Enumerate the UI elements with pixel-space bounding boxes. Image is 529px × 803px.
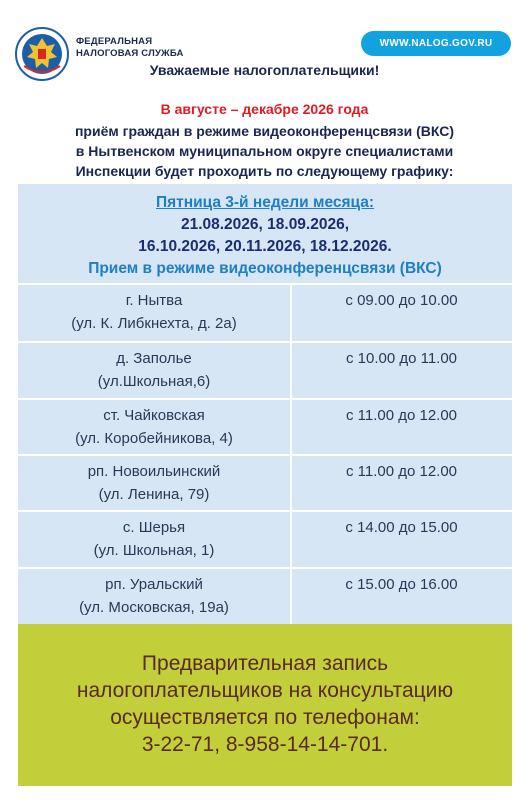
divider [18,454,512,456]
greeting: Уважаемые налогоплательщики! [149,62,380,78]
table-row-time: с 14.00 до 15.00 [345,519,458,536]
period-heading: В августе – декабре 2026 года [160,101,369,117]
schedule-dates: 21.08.2026, 18.09.2026, [180,216,350,233]
registration-note [18,624,512,786]
schedule-table [18,184,512,624]
table-row-time: с 11.00 до 12.00 [345,463,458,480]
divider [18,283,512,285]
intro-line: Инспекции будет проходить по следующему графику: [75,163,454,179]
table-row-time: с 11.00 до 12.00 [345,407,458,424]
header [0,0,529,62]
location-address: (ул. Московская, 19а) [79,599,229,616]
org-name [76,36,184,60]
note-line: осуществляется по телефонам: [110,706,420,729]
table-row-time: с 15.00 до 16.00 [345,576,458,593]
table-row-time: с 10.00 до 11.00 [345,350,458,367]
divider [18,398,512,400]
location-address: (ул. К. Либкнехта, д. 2а) [71,315,237,332]
divider [18,510,512,512]
note-line: Предварительная запись [141,652,389,675]
phone-numbers: 3-22-71, 8-958-14-14-701. [141,733,389,756]
org-name-line1: ФЕДЕРАЛЬНАЯ [76,36,153,47]
intro-line: приём граждан в режиме видеоконференцсвязи (ВКС) [74,123,455,139]
location-name: с. Шерья [122,519,186,536]
location-name: д. Заполье [116,350,192,367]
table-row-location [18,460,290,506]
schedule-title: Пятница 3-й недели месяца: [155,194,375,211]
note-line: налогоплательщиков на консультацию [76,679,454,702]
location-address: (ул. Ленина, 79) [98,486,210,503]
divider [18,567,512,569]
location-name: ст. Чайковская [103,407,205,424]
table-row-location [18,289,290,335]
website-link[interactable]: WWW.NALOG.GOV.RU [361,31,511,56]
location-address: (ул. Коробейникова, 4) [75,430,233,447]
divider [18,341,512,343]
location-name: рп. Новоильинский [87,463,221,480]
table-row-time: с 09.00 до 10.00 [345,292,458,309]
location-name: рп. Уральский [105,576,203,593]
location-address: (ул.Школьная,6) [97,373,211,390]
location-name: г. Нытва [125,292,183,309]
schedule-header [18,184,512,283]
table-row-location [18,573,290,619]
table-row-location [18,516,290,562]
org-name-line2: НАЛОГОВАЯ СЛУЖБА [76,48,184,59]
intro-text [0,121,529,181]
intro-line: в Нытвенском муниципальном округе специалистами [75,143,454,159]
location-address: (ул. Школьная, 1) [93,542,215,559]
table-row-location [18,404,290,450]
schedule-mode: Прием в режиме видеоконференцсвязи (ВКС) [88,260,442,277]
schedule-dates: 16.10.2026, 20.11.2026, 18.12.2026. [138,238,392,255]
table-row-location [18,347,290,393]
